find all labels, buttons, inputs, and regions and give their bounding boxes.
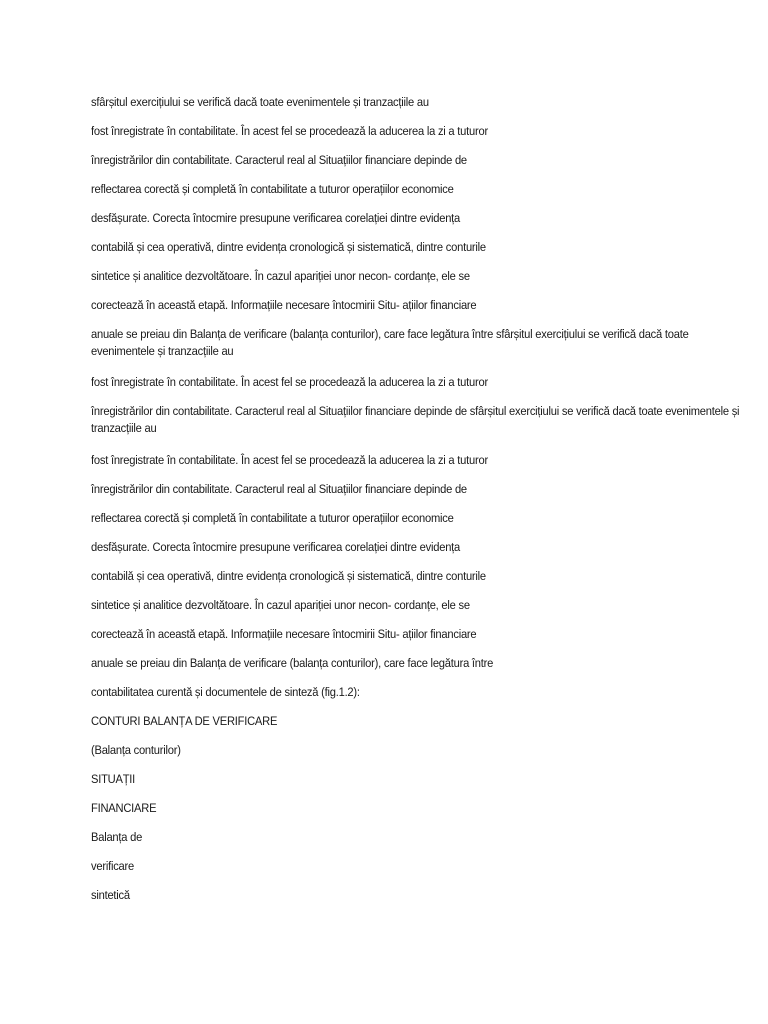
paragraph: înregistrărilor din contabilitate. Caracterul real al Situațiilor financiare depinde de — [91, 482, 467, 496]
paragraph: înregistrărilor din contabilitate. Caracterul real al Situațiilor financiare depinde de — [91, 153, 467, 167]
heading-line: CONTURI BALANȚA DE VERIFICARE — [91, 714, 278, 728]
heading-line: SITUAȚII — [91, 772, 136, 786]
paragraph: sintetice și analitice dezvoltătoare. În cazul apariției unor necon- cordanțe, ele se — [91, 269, 470, 283]
paragraph: fost înregistrate în contabilitate. În acest fel se procedează la aducerea la zi a tuturor — [91, 124, 488, 138]
paragraph: sintetică — [91, 888, 130, 902]
paragraph: contabilitatea curentă și documentele de sinteză (fig.1.2): — [91, 685, 360, 699]
paragraph: anuale se preiau din Balanța de verificare (balanța conturilor), care face legătura între sfârșitul exercițiului se verifică dacă toate evenimentele și tranzacțiile au — [91, 327, 689, 358]
paragraph: înregistrărilor din contabilitate. Caracterul real al Situațiilor financiare depinde de sfârșitul exercițiului se verifică dacă toate evenimentele și tranzacțiile au — [91, 404, 740, 435]
paragraph: desfășurate. Corecta întocmire presupune verificarea corelației dintre evidența — [91, 211, 461, 225]
paragraph: corectează în această etapă. Informațiile necesare întocmirii Situ- ațiilor financiare — [91, 627, 477, 641]
paragraph: Balanța de — [91, 830, 143, 844]
paragraph: reflectarea corectă și completă în contabilitate a tuturor operațiilor economice — [91, 511, 454, 525]
paragraph: (Balanța conturilor) — [91, 743, 181, 757]
paragraph: verificare — [91, 859, 134, 873]
paragraph: contabilă și cea operativă, dintre evidența cronologică și sistematică, dintre conturile — [91, 240, 486, 254]
paragraph: fost înregistrate în contabilitate. În acest fel se procedează la aducerea la zi a tuturor — [91, 453, 488, 467]
paragraph: contabilă și cea operativă, dintre evidența cronologică și sistematică, dintre conturile — [91, 569, 486, 583]
paragraph: desfășurate. Corecta întocmire presupune verificarea corelației dintre evidența — [91, 540, 461, 554]
paragraph: fost înregistrate în contabilitate. În acest fel se procedează la aducerea la zi a tuturor — [91, 375, 488, 389]
paragraph: sintetice și analitice dezvoltătoare. În cazul apariției unor necon- cordanțe, ele se — [91, 598, 470, 612]
paragraph: reflectarea corectă și completă în contabilitate a tuturor operațiilor economice — [91, 182, 454, 196]
paragraph: sfârșitul exercițiului se verifică dacă toate evenimentele și tranzacțiile au — [91, 95, 429, 109]
paragraph: corectează în această etapă. Informațiile necesare întocmirii Situ- ațiilor financiare — [91, 298, 477, 312]
paragraph: anuale se preiau din Balanța de verificare (balanța conturilor), care face legătura între — [91, 656, 494, 670]
heading-line: FINANCIARE — [91, 801, 157, 815]
